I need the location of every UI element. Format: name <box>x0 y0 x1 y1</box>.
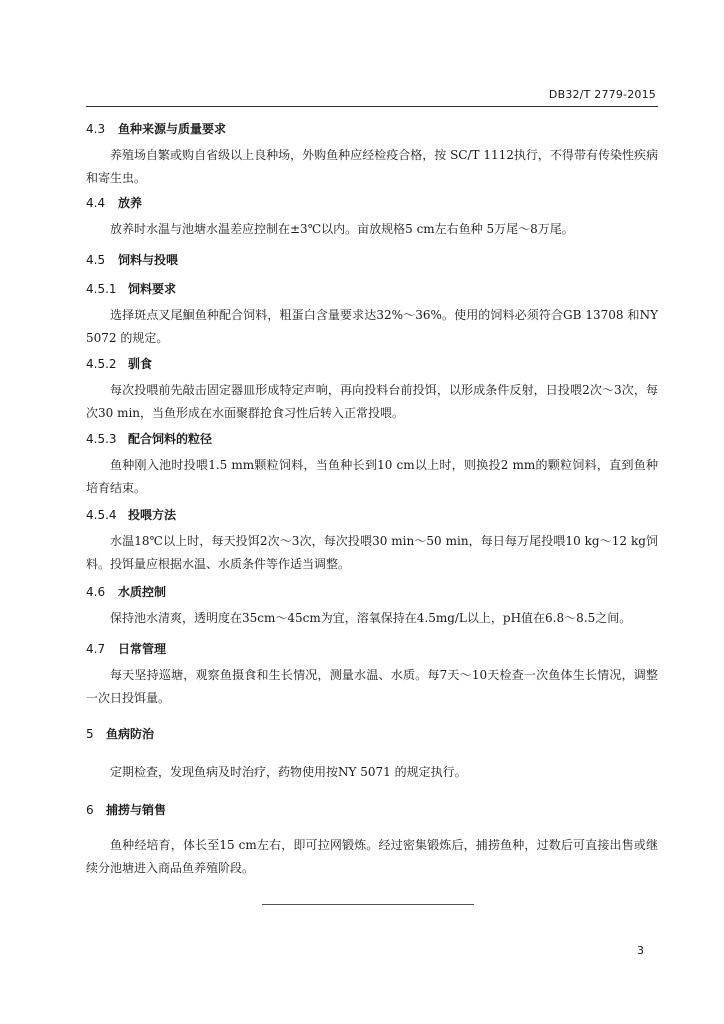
section-4-5-2-paragraph: 每次投喂前先敲击固定器皿形成特定声响，再向投料台前投饵，以形成条件反射，日投喂2次～3次，每次30 min，当鱼形成在水面聚群抢食习性后转入正常投喂。 <box>86 383 658 420</box>
end-of-text-rule <box>262 904 474 905</box>
section-4-5-1-paragraph: 选择斑点叉尾鮰鱼种配合饲料，粗蛋白含量要求达32%～36%。使用的饲料必须符合GB 13708 和NY 5072 的规定。 <box>86 308 658 345</box>
section-4-5-1-heading <box>86 280 176 297</box>
section-4-5-heading <box>86 251 178 268</box>
header-divider <box>86 106 658 107</box>
section-title: 鱼种来源与质量要求 <box>118 122 227 136</box>
section-4-4-paragraph: 放养时水温与池塘水温差应控制在±3℃以内。亩放规格5 cm左右鱼种 5万尾～8万尾。 <box>110 222 574 236</box>
section-4-5-2-heading <box>86 355 152 372</box>
section-4-5-4-heading <box>86 506 176 523</box>
section-title: 饲料与投喂 <box>118 253 179 267</box>
section-4-5-3-heading <box>86 430 212 447</box>
section-4-7-paragraph: 每天坚持巡塘，观察鱼摄食和生长情况，测量水温、水质。每7天～10天检查一次鱼体生长情况，调整一次日投饵量。 <box>86 668 658 705</box>
section-number: 4.7 <box>86 642 106 656</box>
section-number: 4.5.4 <box>86 508 117 522</box>
section-title: 放养 <box>118 196 143 210</box>
section-6-paragraph: 鱼种经培育，体长至15 cm左右，即可拉网锻炼。经过密集锻炼后，捕捞鱼种，过数后可直接出售或继续分池塘进入商品鱼养殖阶段。 <box>86 838 658 875</box>
section-number: 4.5.1 <box>86 282 117 296</box>
section-4-4-heading <box>86 194 142 211</box>
section-number: 4.5.2 <box>86 357 117 371</box>
section-number: 4.5 <box>86 253 106 267</box>
section-5-heading <box>86 725 154 742</box>
page-number: 3 <box>637 944 644 957</box>
section-4-6-paragraph: 保持池水清爽，透明度在35cm～45cm为宜，溶氧保持在4.5mg/L以上，pH值在6.8～8.5之间。 <box>110 611 632 625</box>
section-title: 配合饲料的粒径 <box>128 432 213 446</box>
section-6-heading <box>86 801 166 818</box>
section-4-7-heading <box>86 640 166 657</box>
section-number: 4.3 <box>86 122 106 136</box>
section-4-6-heading <box>86 583 166 600</box>
section-number: 5 <box>86 727 94 741</box>
section-title: 鱼病防治 <box>106 727 155 741</box>
section-title: 投喂方法 <box>128 508 177 522</box>
section-5-paragraph: 定期检查，发现鱼病及时治疗，药物使用按NY 5071 的规定执行。 <box>110 765 467 779</box>
document-code: DB32/T 2779-2015 <box>548 88 656 101</box>
section-4-3-heading <box>86 120 226 137</box>
section-4-3-paragraph: 养殖场自繁或购自省级以上良种场，外购鱼种应经检疫合格，按 SC/T 1112执行，不得带有传染性疾病和寄生虫。 <box>86 148 658 185</box>
section-title: 捕捞与销售 <box>106 803 167 817</box>
section-number: 4.5.3 <box>86 432 117 446</box>
section-title: 日常管理 <box>118 642 167 656</box>
section-4-5-4-paragraph: 水温18℃以上时，每天投饵2次～3次，每次投喂30 min～50 min，每日每万尾投喂10 kg～12 kg饲料。投饵量应根据水温、水质条件等作适当调整。 <box>86 534 658 571</box>
section-number: 4.4 <box>86 196 106 210</box>
section-title: 驯食 <box>128 357 153 371</box>
section-number: 6 <box>86 803 94 817</box>
section-title: 饲料要求 <box>128 282 177 296</box>
section-title: 水质控制 <box>118 585 167 599</box>
section-4-5-3-paragraph: 鱼种刚入池时投喂1.5 mm颗粒饲料，当鱼种长到10 cm以上时，则换投2 mm的颗粒饲料，直到鱼种培育结束。 <box>86 458 658 495</box>
section-number: 4.6 <box>86 585 106 599</box>
